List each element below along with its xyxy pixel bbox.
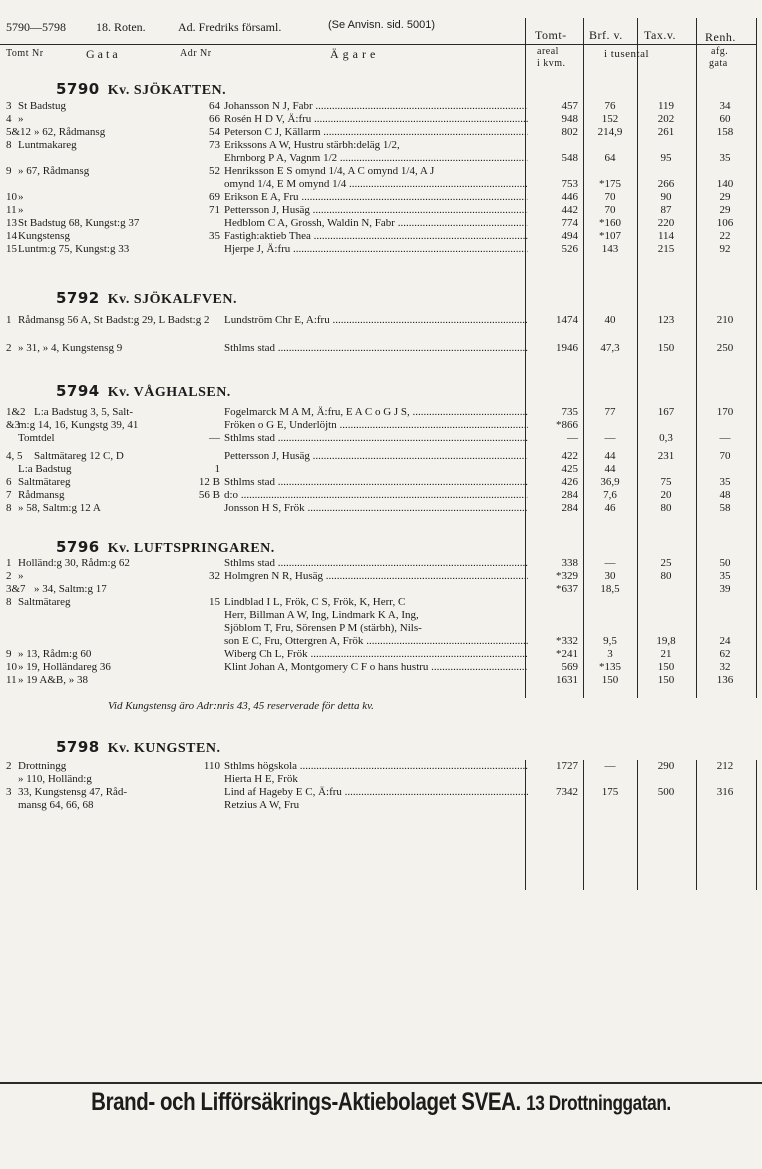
cell-adr: 69 bbox=[209, 191, 220, 203]
cell-brf: *175 bbox=[599, 178, 621, 190]
cell-adr: 15 bbox=[209, 596, 220, 608]
cell-agare: Peterson C J, Källarm ..... bbox=[224, 126, 528, 139]
col-tomt-nr: Tomt Nr bbox=[6, 48, 44, 59]
cell-gata: Tomtdel bbox=[18, 432, 55, 444]
cell-gata: » 31, » 4, Kungstensg 9 bbox=[18, 342, 123, 354]
cell-areal: 774 bbox=[561, 217, 578, 229]
cell-brf: 9,5 bbox=[603, 635, 617, 647]
cell-renh: 212 bbox=[716, 760, 734, 772]
cell-agare: Pettersson J, Husäg ..... bbox=[224, 450, 528, 463]
cell-brf: — bbox=[604, 760, 616, 772]
cell-tax: 167 bbox=[657, 406, 675, 418]
cell-brf: 18,5 bbox=[600, 583, 620, 595]
cell-nr: 1&2 bbox=[6, 406, 26, 418]
cell-brf: 150 bbox=[601, 674, 619, 686]
cell-tax: 90 bbox=[660, 191, 672, 203]
table-row bbox=[0, 773, 762, 786]
cell-renh: 35 bbox=[719, 476, 731, 488]
cell-tax: 95 bbox=[660, 152, 672, 164]
cell-brf: 44 bbox=[604, 450, 616, 462]
cell-areal: *332 bbox=[556, 635, 578, 647]
cell-gata: Drottningg bbox=[18, 760, 67, 772]
cell-adr: 52 bbox=[209, 165, 220, 177]
cell-brf: 3 bbox=[607, 648, 613, 660]
cell-gata: L:a Badstug bbox=[18, 463, 72, 475]
cell-nr: 11 bbox=[6, 204, 17, 216]
cell-areal: *241 bbox=[556, 648, 578, 660]
cell-renh: 60 bbox=[719, 113, 731, 125]
table-row bbox=[0, 406, 762, 419]
cell-gata: Saltmätareg 12 C, D bbox=[34, 450, 124, 462]
cell-gata: » bbox=[18, 113, 24, 125]
cell-renh: 136 bbox=[716, 674, 734, 686]
table-row bbox=[0, 165, 762, 178]
cell-nr: 10 bbox=[6, 191, 17, 203]
cell-agare: Sthlms stad ..... bbox=[224, 557, 528, 570]
cell-renh: — bbox=[719, 432, 731, 444]
cell-agare: Pettersson J, Husäg ..... bbox=[224, 204, 528, 217]
col-gata: Gata bbox=[86, 47, 121, 61]
cell-renh: 35 bbox=[719, 570, 731, 582]
cell-brf: *135 bbox=[599, 661, 621, 673]
table-row bbox=[0, 230, 762, 243]
cell-gata: » 110, Holländ:g bbox=[18, 773, 92, 785]
cell-areal: 446 bbox=[561, 191, 578, 203]
cell-adr: 12 B bbox=[198, 476, 220, 488]
cell-adr: 54 bbox=[209, 126, 220, 138]
cell-areal: 7342 bbox=[556, 786, 578, 798]
col-tusental: i tusental bbox=[604, 48, 650, 60]
footer-advert bbox=[69, 1088, 694, 1117]
cell-nr: 7 bbox=[6, 489, 12, 501]
cell-tax: 500 bbox=[657, 786, 675, 798]
cell-nr: 6 bbox=[6, 476, 12, 488]
cell-agare: Hjerpe J, Ä:fru ..... bbox=[224, 243, 528, 256]
table-row bbox=[0, 609, 762, 622]
table-row bbox=[0, 596, 762, 609]
cell-agare: Erikson E A, Fru ..... bbox=[224, 191, 528, 204]
table-row bbox=[0, 489, 762, 502]
parish: Ad. Fredriks församl. bbox=[178, 20, 282, 34]
cell-adr: 56 B bbox=[198, 489, 220, 501]
cell-brf: 36,9 bbox=[600, 476, 620, 488]
cell-agare: Fogelmarck M A M, Ä:fru, E A C o G J S, ..... bbox=[224, 406, 528, 419]
cell-renh: 34 bbox=[719, 100, 731, 112]
header-rule bbox=[0, 44, 756, 45]
cell-brf: 152 bbox=[601, 113, 619, 125]
cell-gata: mansg 64, 66, 68 bbox=[18, 799, 94, 811]
cell-renh: 29 bbox=[719, 191, 731, 203]
cell-nr: 3 bbox=[6, 786, 12, 798]
cell-adr: 35 bbox=[209, 230, 220, 242]
cell-tax: 123 bbox=[657, 314, 675, 326]
cell-gata: » 34, Saltm:g 17 bbox=[34, 583, 107, 595]
cell-gata: » 62, Rådmansg bbox=[34, 126, 106, 138]
cell-areal: 548 bbox=[561, 152, 578, 164]
cell-gata: » bbox=[18, 204, 24, 216]
cell-renh: 32 bbox=[719, 661, 731, 673]
col-renh: Renh. bbox=[705, 30, 736, 44]
col-renh-gata: gata bbox=[709, 58, 728, 69]
cell-renh: 29 bbox=[719, 204, 731, 216]
cell-renh: 58 bbox=[719, 502, 731, 514]
table-row bbox=[0, 557, 762, 570]
cell-agare: Sjöblom T, Fru, Sörensen P M (stärbh), Nils- bbox=[224, 622, 422, 634]
cell-nr: 9 bbox=[6, 648, 12, 660]
cell-adr: 71 bbox=[209, 204, 220, 216]
cell-areal: 948 bbox=[561, 113, 578, 125]
cell-areal: 284 bbox=[561, 502, 578, 514]
cell-areal: 457 bbox=[561, 100, 578, 112]
cell-agare: Sthlms högskola ..... bbox=[224, 760, 528, 773]
cell-brf: 76 bbox=[604, 100, 616, 112]
cell-tax: 20 bbox=[660, 489, 672, 501]
cell-areal: 442 bbox=[561, 204, 578, 216]
cell-renh: 70 bbox=[719, 450, 731, 462]
cell-agare: Sthlms stad ..... bbox=[224, 476, 528, 489]
cell-areal: *637 bbox=[556, 583, 578, 595]
table-row bbox=[0, 314, 762, 327]
cell-nr: 11 bbox=[6, 674, 17, 686]
cell-areal: 494 bbox=[561, 230, 578, 242]
table-row bbox=[0, 217, 762, 230]
cell-renh: 22 bbox=[719, 230, 731, 242]
cell-gata: Saltmätareg bbox=[18, 476, 71, 488]
cell-nr: 1 bbox=[6, 557, 12, 569]
cell-renh: 48 bbox=[719, 489, 731, 501]
cell-tax: 215 bbox=[657, 243, 675, 255]
cell-tax: 290 bbox=[657, 760, 675, 772]
cell-agare: Fastigh:aktieb Thea ..... bbox=[224, 230, 528, 243]
table-row bbox=[0, 760, 762, 773]
cell-brf: — bbox=[604, 432, 616, 444]
cell-nr: 13 bbox=[6, 217, 17, 229]
cell-tax: 220 bbox=[657, 217, 675, 229]
cell-brf: — bbox=[604, 557, 616, 569]
cell-renh: 210 bbox=[716, 314, 734, 326]
cell-tax: 150 bbox=[657, 342, 675, 354]
cell-areal: 753 bbox=[561, 178, 578, 190]
cell-adr: 1 bbox=[214, 463, 220, 475]
cell-renh: 24 bbox=[719, 635, 731, 647]
col-brf: Brf. v. bbox=[589, 28, 623, 42]
table-row bbox=[0, 113, 762, 126]
table-row bbox=[0, 661, 762, 674]
col-adr-nr: Adr Nr bbox=[180, 48, 212, 59]
cell-gata: Holländ:g 30, Rådm:g 62 bbox=[18, 557, 130, 569]
cell-renh: 35 bbox=[719, 152, 731, 164]
cell-tax: 21 bbox=[660, 648, 672, 660]
table-row bbox=[0, 622, 762, 635]
col-areal-unit: i kvm. bbox=[537, 58, 566, 69]
cell-agare: Retzius A W, Fru bbox=[224, 799, 300, 811]
table-row bbox=[0, 786, 762, 799]
cell-areal: *329 bbox=[556, 570, 578, 582]
table-row bbox=[0, 570, 762, 583]
cell-areal: 425 bbox=[561, 463, 578, 475]
table-row bbox=[0, 463, 762, 476]
cell-adr: 110 bbox=[203, 760, 220, 772]
table-row bbox=[0, 502, 762, 515]
cell-brf: 214,9 bbox=[597, 126, 623, 138]
cell-gata: » 19 A&B, » 38 bbox=[18, 674, 88, 686]
cell-nr: 10 bbox=[6, 661, 17, 673]
cell-gata: Rådmansg bbox=[18, 489, 65, 501]
cell-gata: St Badstug 68, Kungst:g 37 bbox=[18, 217, 140, 229]
cell-agare: Wiberg Ch L, Frök ..... bbox=[224, 648, 528, 661]
cell-areal: 426 bbox=[561, 476, 578, 488]
cell-areal: 735 bbox=[561, 406, 578, 418]
cell-gata: Rådmansg 56 A, St Badst:g 29, L Badst:g 2 bbox=[18, 314, 210, 326]
cell-areal: 1727 bbox=[556, 760, 578, 772]
cell-areal: 284 bbox=[561, 489, 578, 501]
cell-nr: 8 bbox=[6, 596, 12, 608]
cell-agare: Hierta H E, Frök bbox=[224, 773, 298, 785]
cell-brf: 70 bbox=[604, 191, 616, 203]
table-row bbox=[0, 635, 762, 648]
cell-agare: Henriksson E S omynd 1/4, A C omynd 1/4, A J bbox=[224, 165, 435, 177]
cell-agare: Herr, Billman A W, Ing, Lindmark K A, Ing, bbox=[224, 609, 419, 621]
cell-agare: Erikssons A W, Hustru stärbh:deläg 1/2, bbox=[224, 139, 400, 151]
table-row bbox=[0, 450, 762, 463]
cell-tax: 25 bbox=[660, 557, 672, 569]
table-row bbox=[0, 583, 762, 596]
cell-brf: *107 bbox=[599, 230, 621, 242]
cell-gata: Kungstensg bbox=[18, 230, 70, 242]
cell-agare: Lindblad I L, Frök, C S, Frök, K, Herr, C bbox=[224, 596, 406, 608]
cell-tax: 75 bbox=[660, 476, 672, 488]
page-range: 5790—5798 bbox=[6, 20, 66, 34]
cell-renh: 106 bbox=[716, 217, 734, 229]
cell-areal: 802 bbox=[561, 126, 578, 138]
cell-renh: 92 bbox=[719, 243, 731, 255]
cell-adr: 66 bbox=[209, 113, 220, 125]
table-row bbox=[0, 419, 762, 432]
footer-rule bbox=[0, 1082, 762, 1084]
table-row bbox=[0, 126, 762, 139]
col-renh-afg: afg. bbox=[711, 46, 729, 57]
section-heading: 5794 Kv. VÅGHALSEN. bbox=[56, 382, 231, 400]
cell-gata: » 13, Rådm:g 60 bbox=[18, 648, 92, 660]
cell-brf: 7,6 bbox=[603, 489, 617, 501]
reference: (Se Anvisn. sid. 5001) bbox=[328, 19, 436, 31]
cell-agare: Klint Johan A, Montgomery C F o hans hustru ..... bbox=[224, 661, 528, 674]
cell-renh: 50 bbox=[719, 557, 731, 569]
cell-gata: Saltmätareg bbox=[18, 596, 71, 608]
cell-agare: omynd 1/4, E M omynd 1/4 ..... bbox=[224, 178, 528, 191]
cell-tax: 150 bbox=[657, 661, 675, 673]
cell-tax: 19,8 bbox=[656, 635, 676, 647]
cell-tax: 266 bbox=[657, 178, 675, 190]
cell-agare: Lind af Hageby E C, Ä:fru ..... bbox=[224, 786, 528, 799]
cell-agare: Jonsson H S, Frök ..... bbox=[224, 502, 528, 515]
cell-nr: 15 bbox=[6, 243, 17, 255]
col-tax: Tax.v. bbox=[644, 28, 677, 42]
cell-agare: Lundström Chr E, A:fru ..... bbox=[224, 314, 528, 327]
cell-tax: 0,3 bbox=[659, 432, 673, 444]
table-row bbox=[0, 100, 762, 113]
cell-brf: 30 bbox=[604, 570, 616, 582]
cell-adr: 73 bbox=[209, 139, 220, 151]
cell-gata: Luntmakareg bbox=[18, 139, 77, 151]
cell-gata: » bbox=[18, 191, 24, 203]
cell-renh: 158 bbox=[716, 126, 734, 138]
col-areal-top: Tomt- bbox=[535, 28, 567, 42]
cell-areal: 422 bbox=[561, 450, 578, 462]
cell-brf: 77 bbox=[604, 406, 616, 418]
cell-agare: Holmgren N R, Husäg ..... bbox=[224, 570, 528, 583]
cell-brf: 175 bbox=[601, 786, 619, 798]
table-row bbox=[0, 152, 762, 165]
cell-areal: *866 bbox=[556, 419, 578, 431]
cell-tax: 114 bbox=[657, 230, 675, 242]
table-row bbox=[0, 476, 762, 489]
cell-brf: 46 bbox=[604, 502, 616, 514]
cell-nr: 4 bbox=[6, 113, 12, 125]
cell-nr: 2 bbox=[6, 570, 12, 582]
cell-areal: — bbox=[567, 432, 578, 444]
cell-nr: 8 bbox=[6, 139, 12, 151]
cell-gata: L:a Badstug 3, 5, Salt- bbox=[34, 406, 133, 418]
table-row bbox=[0, 432, 762, 445]
reservation-note: Vid Kungstensg äro Adr:nris 43, 45 reserverade för detta kv. bbox=[108, 700, 374, 712]
col-areal: areal bbox=[537, 46, 559, 57]
cell-brf: 47,3 bbox=[600, 342, 620, 354]
cell-gata: m:g 14, 16, Kungstg 39, 41 bbox=[18, 419, 139, 431]
cell-brf: 143 bbox=[601, 243, 619, 255]
cell-nr: 3&7 bbox=[6, 583, 26, 595]
table-row bbox=[0, 799, 762, 812]
district: 18. Roten. bbox=[96, 20, 146, 34]
cell-gata: » 19, Holländareg 36 bbox=[18, 661, 111, 673]
section-heading: 5796 Kv. LUFTSPRINGAREN. bbox=[56, 538, 275, 556]
cell-nr: 8 bbox=[6, 502, 12, 514]
cell-adr: 32 bbox=[209, 570, 220, 582]
cell-tax: 80 bbox=[660, 502, 672, 514]
cell-tax: 261 bbox=[657, 126, 675, 138]
cell-agare: Sthlms stad ..... bbox=[224, 342, 528, 355]
cell-tax: 87 bbox=[660, 204, 672, 216]
cell-areal: 1946 bbox=[556, 342, 578, 354]
cell-nr: 14 bbox=[6, 230, 17, 242]
cell-agare: Ehrnborg P A, Vagnm 1/2 ..... bbox=[224, 152, 528, 165]
cell-agare: Sthlms stad ..... bbox=[224, 432, 528, 445]
cell-brf: 64 bbox=[604, 152, 616, 164]
cell-areal: 338 bbox=[561, 557, 578, 569]
cell-renh: 250 bbox=[716, 342, 734, 354]
table-row bbox=[0, 342, 762, 355]
cell-adr: 64 bbox=[209, 100, 220, 112]
cell-gata: St Badstug bbox=[18, 100, 66, 112]
cell-gata: Luntm:g 75, Kungst:g 33 bbox=[18, 243, 130, 255]
cell-tax: 80 bbox=[660, 570, 672, 582]
cell-gata: » 67, Rådmansg bbox=[18, 165, 90, 177]
cell-renh: 316 bbox=[716, 786, 734, 798]
cell-agare: son E C, Fru, Ottergren A, Frök ..... bbox=[224, 635, 528, 648]
cell-brf: 70 bbox=[604, 204, 616, 216]
cell-nr: 5&12 bbox=[6, 126, 32, 138]
table-row bbox=[0, 139, 762, 152]
cell-nr: 1 bbox=[6, 314, 12, 326]
cell-gata: 33, Kungstensg 47, Råd- bbox=[18, 786, 128, 798]
cell-nr: 3 bbox=[6, 100, 12, 112]
cell-nr: 2 bbox=[6, 342, 12, 354]
footer-address: 13 Drottninggatan. bbox=[526, 1092, 671, 1115]
table-row bbox=[0, 243, 762, 256]
cell-brf: 40 bbox=[604, 314, 616, 326]
cell-agare: Johansson N J, Fabr ..... bbox=[224, 100, 528, 113]
cell-agare: d:o ..... bbox=[224, 489, 528, 502]
col-agare: Ägare bbox=[330, 47, 380, 61]
section-heading: 5798 Kv. KUNGSTEN. bbox=[56, 738, 221, 756]
cell-renh: 170 bbox=[716, 406, 734, 418]
footer-company: Brand- och Lifförsäkrings-Aktiebolaget SVEA. bbox=[91, 1088, 521, 1116]
cell-tax: 150 bbox=[657, 674, 675, 686]
table-row bbox=[0, 178, 762, 191]
cell-tax: 231 bbox=[657, 450, 675, 462]
section-heading: 5792 Kv. SJÖKALFVEN. bbox=[56, 289, 237, 307]
table-row bbox=[0, 204, 762, 217]
cell-agare: Fröken o G E, Underlöjtn ..... bbox=[224, 419, 528, 432]
cell-adr: — bbox=[209, 432, 220, 444]
cell-gata: » 58, Saltm:g 12 A bbox=[18, 502, 101, 514]
cell-gata: » bbox=[18, 570, 24, 582]
cell-renh: 39 bbox=[719, 583, 731, 595]
cell-brf: *160 bbox=[599, 217, 621, 229]
cell-tax: 202 bbox=[657, 113, 675, 125]
cell-areal: 1474 bbox=[556, 314, 578, 326]
table-row bbox=[0, 648, 762, 661]
cell-renh: 62 bbox=[719, 648, 731, 660]
cell-areal: 526 bbox=[561, 243, 578, 255]
cell-nr: 2 bbox=[6, 760, 12, 772]
cell-areal: 569 bbox=[561, 661, 578, 673]
cell-nr: &3 bbox=[6, 419, 21, 431]
table-row bbox=[0, 191, 762, 204]
cell-agare: Rosén H D V, Ä:fru ..... bbox=[224, 113, 528, 126]
table-row bbox=[0, 674, 762, 687]
cell-areal: 1631 bbox=[556, 674, 578, 686]
cell-nr: 4, 5 bbox=[6, 450, 23, 462]
cell-tax: 119 bbox=[657, 100, 675, 112]
cell-renh: 140 bbox=[716, 178, 734, 190]
cell-nr: 9 bbox=[6, 165, 12, 177]
cell-brf: 44 bbox=[604, 463, 616, 475]
cell-agare: Hedblom C A, Grossh, Waldin N, Fabr ..... bbox=[224, 217, 528, 230]
section-heading: 5790 Kv. SJÖKATTEN. bbox=[56, 80, 227, 98]
